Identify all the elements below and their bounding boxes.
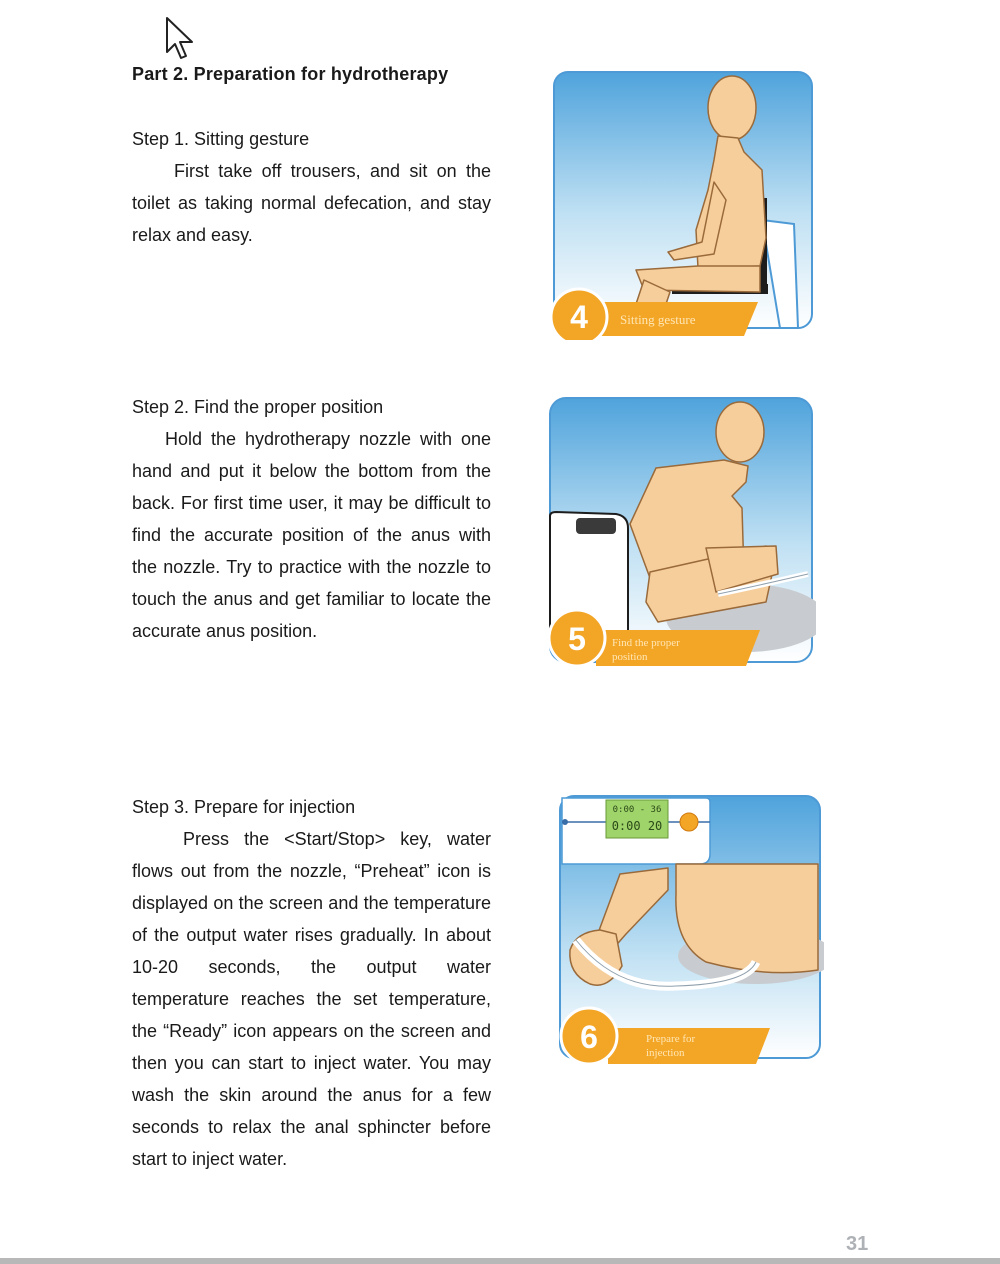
step-3 bbox=[132, 791, 491, 1175]
figure-4-caption: Sitting gesture bbox=[620, 312, 696, 327]
step-3-body: Press the <Start/Stop> key, water flows out from the nozzle, “Preheat” icon is displayed on the screen and the temperature of the output water rises gradually. In about 10-20 seconds, the output water temperature reaches the set temperature, the “Ready” icon appears on the screen and then you can start to inject water. You may wash the skin around the anus for a few seconds to relax the anal sphincter before start to inject water. bbox=[132, 829, 491, 1169]
lcd-bottom-readout: 0:00 20 bbox=[611, 819, 663, 833]
figure-5-caption-line1: Find the proper bbox=[612, 637, 680, 649]
figure-5-caption-line2: position bbox=[612, 651, 648, 663]
step-2-body: Hold the hydrotherapy nozzle with one hand and put it below the bottom from the back. For first time user, it may be difficult to find the accurate position of the anus with the nozzle. Try to practice with the nozzle to touch the anus and get familiar to locate the accurate anus position. bbox=[132, 429, 491, 641]
lcd-top-readout: 0:00 - 36 bbox=[612, 805, 662, 815]
figure-4-number: 4 bbox=[570, 299, 588, 335]
step-1-body: First take off trousers, and sit on the toilet as taking normal defecation, and stay relax and easy. bbox=[132, 161, 491, 245]
section-heading: Part 2. Preparation for hydrotherapy bbox=[132, 64, 449, 84]
page-number: 31 bbox=[846, 1233, 869, 1255]
figure-6-caption-line2: injection bbox=[646, 1047, 685, 1059]
step-1 bbox=[132, 123, 491, 251]
figure-6-number: 6 bbox=[580, 1019, 598, 1055]
step-1-title: Step 1. Sitting gesture bbox=[132, 129, 310, 149]
figure-prepare-injection bbox=[556, 794, 824, 1066]
figure-5-number: 5 bbox=[568, 621, 586, 657]
figure-sitting-gesture bbox=[548, 70, 816, 340]
figure-6-caption-line1: Prepare for bbox=[646, 1033, 696, 1045]
cursor-arrow-icon bbox=[164, 16, 198, 62]
figure-find-position bbox=[546, 396, 816, 670]
step-3-title: Step 3. Prepare for injection bbox=[132, 797, 356, 817]
step-2 bbox=[132, 391, 491, 647]
page-bottom-bar bbox=[0, 1258, 1000, 1264]
step-2-title: Step 2. Find the proper position bbox=[132, 397, 384, 417]
